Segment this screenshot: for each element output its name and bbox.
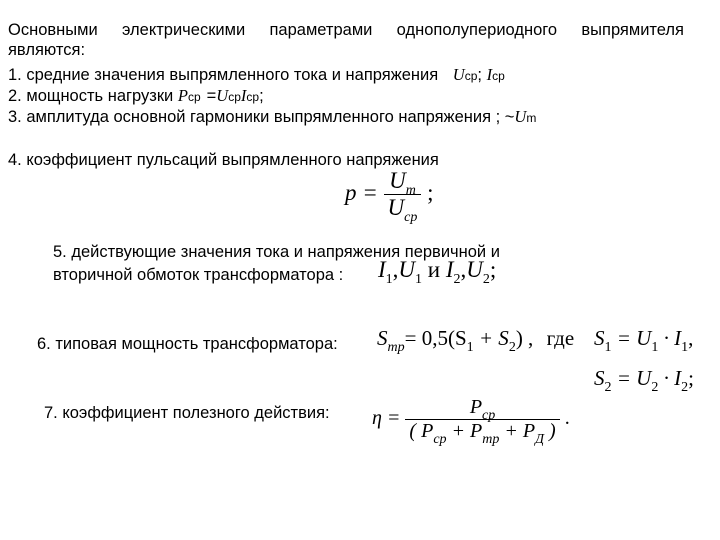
item-3-text: 3. амплитуда основной гармоники выпрямленного напряжения ; ~ xyxy=(8,108,515,126)
f6c-i2-sub: 2 xyxy=(681,380,689,395)
item-2-i-sub: ср xyxy=(246,90,260,104)
s2-formula xyxy=(594,366,694,395)
f7-den-sub3: Д xyxy=(535,432,545,447)
f7-lhs: η = xyxy=(372,407,401,430)
item-6: 6. типовая мощность трансформатора: xyxy=(37,335,338,353)
f7-end: . xyxy=(564,407,570,430)
f5-i1: I xyxy=(378,257,386,282)
f6b-s1-sub: 1 xyxy=(604,340,612,355)
item-1-i-sub: ср xyxy=(492,69,505,83)
f5-end: ; xyxy=(489,257,497,282)
item-3 xyxy=(8,107,536,128)
item-2-eq: = xyxy=(206,87,217,105)
f6b-i1-sub: 1 xyxy=(681,340,689,355)
f6b-dot: · I xyxy=(658,326,682,350)
ripple-num: U xyxy=(389,168,406,193)
f5-u1-sub: 1 xyxy=(415,272,423,287)
f6c-end: ; xyxy=(688,366,694,390)
f6-plus: + S xyxy=(473,326,509,350)
efficiency-fraction xyxy=(405,396,559,447)
intro-line-2: являются: xyxy=(8,41,86,59)
item-3-u: U xyxy=(514,107,527,126)
transformer-power-formula xyxy=(377,326,575,355)
item-2 xyxy=(8,86,264,107)
f6-s: S xyxy=(377,326,388,350)
item-3-u-sub: m xyxy=(526,111,537,125)
f6b-s1: S xyxy=(594,326,605,350)
item-1-text: 1. средние значения выпрямленного тока и напряжения xyxy=(8,66,439,84)
item-1-sep: ; xyxy=(477,66,482,84)
f7-num: P xyxy=(469,396,483,418)
f6-close: ) , xyxy=(515,326,534,350)
item-2-end: ; xyxy=(259,87,264,105)
f7-num-sub: ср xyxy=(482,408,496,423)
f5-u1: U xyxy=(398,257,416,282)
item-2-p: P xyxy=(177,86,188,105)
item-4: 4. коэффициент пульсаций выпрямленного напряжения xyxy=(8,151,439,169)
f6-s1-sub: 1 xyxy=(466,340,474,355)
f7-den-plus1: + P xyxy=(446,420,483,442)
item-1-u: U xyxy=(452,65,465,84)
transformer-values-formula xyxy=(378,257,497,287)
f7-den-open: ( P xyxy=(409,420,434,442)
f6b-eq: = U xyxy=(611,326,652,350)
f7-den-plus2: + P xyxy=(499,420,536,442)
f5-u2-sub: 2 xyxy=(482,272,490,287)
item-5-line-2: вторичной обмоток трансформатора : xyxy=(53,266,344,284)
f5-i2-sub: 2 xyxy=(453,272,461,287)
item-2-i: I xyxy=(240,86,247,105)
f6c-u2-sub: 2 xyxy=(651,380,659,395)
s1-formula xyxy=(594,326,694,355)
f6b-u1-sub: 1 xyxy=(651,340,659,355)
f7-den-sub2: тр xyxy=(482,432,500,447)
item-5-line-1: 5. действующие значения тока и напряжения первичной и xyxy=(53,243,500,261)
f6c-s2: S xyxy=(594,366,605,390)
ripple-formula xyxy=(345,168,434,225)
f6-rhs: = 0,5(S xyxy=(404,326,467,350)
item-7: 7. коэффициент полезного действия: xyxy=(44,404,330,422)
ripple-den-sub: ср xyxy=(404,210,418,225)
ripple-formula-end: ; xyxy=(427,179,434,205)
f5-i1-sub: 1 xyxy=(385,272,393,287)
item-1-u-sub: ср xyxy=(464,69,478,83)
intro-line-1: Основными электрическими параметрами однополупериодного выпрямителя xyxy=(8,21,684,39)
ripple-den: U xyxy=(387,195,405,220)
item-2-p-sub: ср xyxy=(187,90,201,104)
f6c-eq: = U xyxy=(611,366,652,390)
item-1-i: I xyxy=(486,65,493,84)
item-2-u-sub: ср xyxy=(228,90,241,104)
f7-den-close: ) xyxy=(544,420,556,442)
item-2-text: 2. мощность нагрузки xyxy=(8,87,174,105)
f5-i2: I xyxy=(445,257,454,282)
ripple-fraction xyxy=(384,168,422,225)
f6-s2-sub: 2 xyxy=(508,340,516,355)
f5-u2: U xyxy=(466,257,483,282)
f6c-s2-sub: 2 xyxy=(604,380,612,395)
efficiency-formula xyxy=(372,396,570,447)
f6b-end: , xyxy=(688,326,694,350)
f5-and: и xyxy=(427,257,441,282)
f6c-dot: · I xyxy=(658,366,682,390)
ripple-formula-lhs: p = xyxy=(345,179,378,205)
item-2-u: U xyxy=(216,86,229,105)
f5-comma2: , xyxy=(460,257,467,282)
f6-s-sub: тр xyxy=(387,340,405,355)
ripple-num-sub: m xyxy=(405,183,416,198)
f5-comma1: , xyxy=(392,257,399,282)
f7-den-sub1: ср xyxy=(433,432,447,447)
item-1 xyxy=(8,65,505,86)
f6-where: где xyxy=(546,326,575,350)
